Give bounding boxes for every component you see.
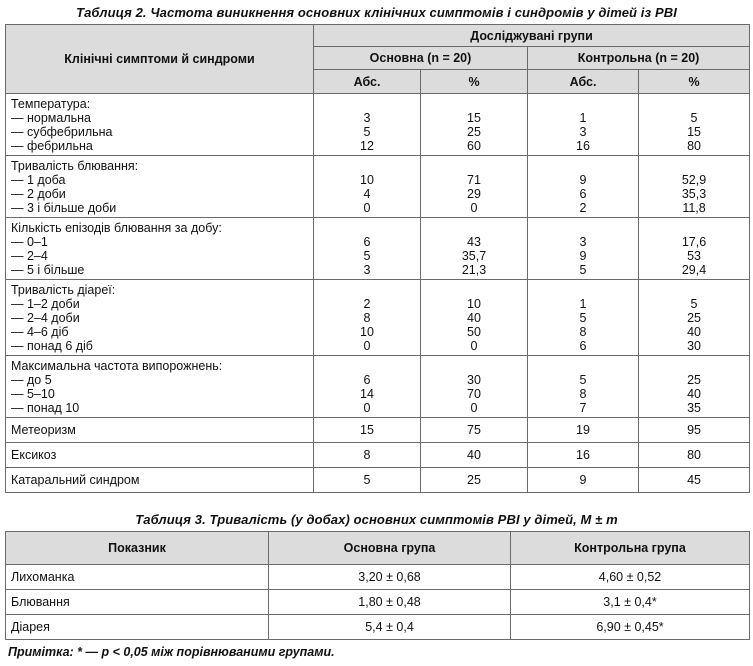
- value-cell-main-abs: 8: [314, 443, 421, 468]
- value: 3: [363, 111, 371, 125]
- value: 0: [470, 401, 478, 415]
- symptom-item: — 2–4 доби: [11, 311, 80, 325]
- symptom-label: Ексикоз: [6, 443, 314, 468]
- symptom-item: — 1 доба: [11, 173, 66, 187]
- symptom-item: — 4–6 діб: [11, 325, 69, 339]
- header-control-group-duration: Контрольна група: [511, 532, 750, 565]
- value: 30: [687, 339, 701, 353]
- value: 12: [360, 139, 374, 153]
- header-symptoms: Клінічні симптоми й синдроми: [6, 25, 314, 94]
- spacer: [644, 359, 744, 373]
- symptom-cell: [6, 156, 314, 218]
- symptom-item: — до 5: [11, 373, 52, 387]
- main-group-value: 1,80 ± 0,48: [269, 590, 511, 615]
- value: 71: [467, 173, 481, 187]
- value: 29,4: [681, 263, 707, 277]
- value: 25: [687, 311, 701, 325]
- value: 10: [360, 173, 374, 187]
- value: 60: [467, 139, 481, 153]
- symptom-title: Кількість епізодів блювання за добу:: [11, 221, 222, 235]
- value-cell-main-abs: [314, 156, 421, 218]
- value: 5: [363, 249, 371, 263]
- value: 25: [687, 373, 701, 387]
- value: 6: [363, 235, 371, 249]
- value-cell-ctrl-pct: [639, 218, 750, 280]
- value-cell-ctrl-pct: 45: [639, 468, 750, 493]
- header-study-groups: Досліджувані групи: [314, 25, 750, 47]
- value: 8: [579, 325, 587, 339]
- spacer: [319, 97, 415, 111]
- value: 5: [690, 297, 698, 311]
- value: 40: [467, 311, 481, 325]
- value: 50: [467, 325, 481, 339]
- spacer: [533, 359, 633, 373]
- value: 52,9: [681, 173, 707, 187]
- symptom-label: Катаральний синдром: [6, 468, 314, 493]
- spacer: [426, 221, 522, 235]
- symptom-title: Максимальна частота випорожнень:: [11, 359, 223, 373]
- symptom-label: Метеоризм: [6, 418, 314, 443]
- value: 25: [467, 125, 481, 139]
- header-control-pct: %: [639, 70, 750, 94]
- symptom-single-row: [6, 418, 750, 443]
- value-cell-ctrl-abs: [528, 280, 639, 356]
- value: 7: [579, 401, 587, 415]
- value-cell-ctrl-pct: [639, 94, 750, 156]
- value-cell-ctrl-pct: [639, 356, 750, 418]
- value: 35: [687, 401, 701, 415]
- spacer: [533, 97, 633, 111]
- value: 6: [579, 187, 587, 201]
- value-cell-ctrl-abs: 19: [528, 418, 639, 443]
- value-cell-ctrl-abs: [528, 218, 639, 280]
- header-main-group: Основна (n = 20): [314, 47, 528, 70]
- value-cell-ctrl-pct: 95: [639, 418, 750, 443]
- symptom-item: — 2–4: [11, 249, 48, 263]
- spacer: [426, 159, 522, 173]
- control-group-value: 4,60 ± 0,52: [511, 565, 750, 590]
- footnote: Примітка: * — р < 0,05 між порівнюваними групами.: [8, 645, 335, 659]
- symptom-item: — субфебрильна: [11, 125, 113, 139]
- value-cell-main-pct: [421, 156, 528, 218]
- header-indicator: Показник: [6, 532, 269, 565]
- value-cell-ctrl-abs: [528, 156, 639, 218]
- spacer: [644, 97, 744, 111]
- value: 2: [363, 297, 371, 311]
- value-cell-main-abs: [314, 356, 421, 418]
- header-control-abs: Абс.: [528, 70, 639, 94]
- spacer: [533, 221, 633, 235]
- symptom-cell: [6, 280, 314, 356]
- value: 1: [579, 111, 587, 125]
- value: 0: [470, 339, 478, 353]
- value: 0: [363, 401, 371, 415]
- header-control-group: Контрольна (n = 20): [528, 47, 750, 70]
- value: 4: [363, 187, 371, 201]
- symptom-item: — 2 доби: [11, 187, 66, 201]
- header-main-pct: %: [421, 70, 528, 94]
- table3-caption: Таблиця 3. Тривалість (у добах) основних симптомів РВІ у дітей, М ± m: [135, 512, 618, 527]
- value-cell-main-abs: [314, 280, 421, 356]
- symptom-item: — 5 і більше: [11, 263, 85, 277]
- table-row: [6, 565, 750, 590]
- symptom-duration-table: [5, 531, 750, 640]
- value: 6: [579, 339, 587, 353]
- symptoms-frequency-table: [5, 24, 750, 493]
- symptom-block-row: [6, 356, 750, 418]
- header-main-group-duration: Основна група: [269, 532, 511, 565]
- symptom-title: Тривалість блювання:: [11, 159, 139, 173]
- symptom-item: — 0–1: [11, 235, 48, 249]
- value: 30: [467, 373, 481, 387]
- table-row: [6, 615, 750, 640]
- symptom-item: — нормальна: [11, 111, 91, 125]
- symptom-item: — понад 10: [11, 401, 80, 415]
- value: 43: [467, 235, 481, 249]
- value: 3: [363, 263, 371, 277]
- value-cell-main-pct: [421, 356, 528, 418]
- symptom-block-row: [6, 218, 750, 280]
- spacer: [319, 159, 415, 173]
- value: 5: [690, 111, 698, 125]
- symptom-single-row: [6, 468, 750, 493]
- symptom-single-row: [6, 443, 750, 468]
- value: 11,8: [682, 201, 706, 215]
- value: 1: [579, 297, 587, 311]
- indicator-label: Блювання: [6, 590, 269, 615]
- value: 40: [687, 387, 701, 401]
- value: 29: [467, 187, 481, 201]
- symptom-item: — фебрильна: [11, 139, 93, 153]
- value: 3: [579, 235, 587, 249]
- symptom-item: — понад 6 діб: [11, 339, 93, 353]
- value: 2: [579, 201, 587, 215]
- symptom-item: — 1–2 доби: [11, 297, 80, 311]
- spacer: [319, 359, 415, 373]
- value: 3: [579, 125, 587, 139]
- header-main-abs: Абс.: [314, 70, 421, 94]
- symptom-title: Температура:: [11, 97, 91, 111]
- spacer: [644, 159, 744, 173]
- value-cell-ctrl-abs: 9: [528, 468, 639, 493]
- spacer: [426, 359, 522, 373]
- symptom-block-row: [6, 94, 750, 156]
- control-group-value: 3,1 ± 0,4*: [511, 590, 750, 615]
- value-cell-ctrl-abs: 16: [528, 443, 639, 468]
- value: 6: [363, 373, 371, 387]
- indicator-label: Діарея: [6, 615, 269, 640]
- main-group-value: 3,20 ± 0,68: [269, 565, 511, 590]
- value: 0: [363, 201, 371, 215]
- symptom-block-row: [6, 156, 750, 218]
- symptom-cell: [6, 356, 314, 418]
- table-row: [6, 590, 750, 615]
- value: 10: [467, 297, 481, 311]
- indicator-label: Лихоманка: [6, 565, 269, 590]
- value: 15: [687, 125, 701, 139]
- symptoms-table-body: [6, 94, 750, 493]
- value-cell-main-pct: 40: [421, 443, 528, 468]
- value-cell-ctrl-abs: [528, 94, 639, 156]
- spacer: [533, 283, 633, 297]
- value: 15: [467, 111, 481, 125]
- value: 70: [467, 387, 481, 401]
- symptom-block-row: [6, 280, 750, 356]
- value: 5: [579, 263, 587, 277]
- value-cell-ctrl-abs: [528, 356, 639, 418]
- symptom-cell: [6, 94, 314, 156]
- value: 10: [360, 325, 374, 339]
- value-cell-main-abs: [314, 218, 421, 280]
- value-cell-ctrl-pct: 80: [639, 443, 750, 468]
- value-cell-main-pct: [421, 280, 528, 356]
- value: 5: [579, 311, 587, 325]
- symptom-cell: [6, 218, 314, 280]
- value: 5: [579, 373, 587, 387]
- value: 17,6: [681, 235, 707, 249]
- value-cell-main-pct: [421, 218, 528, 280]
- value-cell-main-abs: 15: [314, 418, 421, 443]
- value-cell-main-pct: [421, 94, 528, 156]
- value: 35,3: [681, 187, 707, 201]
- value: 14: [360, 387, 374, 401]
- value: 9: [579, 173, 587, 187]
- symptom-title: Тривалість діареї:: [11, 283, 116, 297]
- value: 9: [579, 249, 587, 263]
- value-cell-ctrl-pct: [639, 280, 750, 356]
- table2-caption: Таблиця 2. Частота виникнення основних клінічних симптомів і синдромів у дітей із РВІ: [76, 5, 677, 20]
- symptom-item: — 3 і більше доби: [11, 201, 117, 215]
- value: 80: [687, 139, 701, 153]
- value-cell-main-abs: [314, 94, 421, 156]
- value: 0: [363, 339, 371, 353]
- spacer: [319, 221, 415, 235]
- symptom-item: — 5–10: [11, 387, 55, 401]
- spacer: [319, 283, 415, 297]
- spacer: [426, 283, 522, 297]
- value: 21,3: [461, 263, 487, 277]
- value-cell-main-pct: 25: [421, 468, 528, 493]
- value-cell-main-pct: 75: [421, 418, 528, 443]
- control-group-value: 6,90 ± 0,45*: [511, 615, 750, 640]
- value-cell-main-abs: 5: [314, 468, 421, 493]
- main-group-value: 5,4 ± 0,4: [269, 615, 511, 640]
- value: 53: [687, 249, 701, 263]
- value: 5: [363, 125, 371, 139]
- value: 8: [363, 311, 371, 325]
- spacer: [644, 221, 744, 235]
- value-cell-ctrl-pct: [639, 156, 750, 218]
- spacer: [533, 159, 633, 173]
- value: 8: [579, 387, 587, 401]
- value: 35,7: [461, 249, 487, 263]
- value: 0: [470, 201, 478, 215]
- spacer: [644, 283, 744, 297]
- value: 40: [687, 325, 701, 339]
- value: 16: [576, 139, 590, 153]
- spacer: [426, 97, 522, 111]
